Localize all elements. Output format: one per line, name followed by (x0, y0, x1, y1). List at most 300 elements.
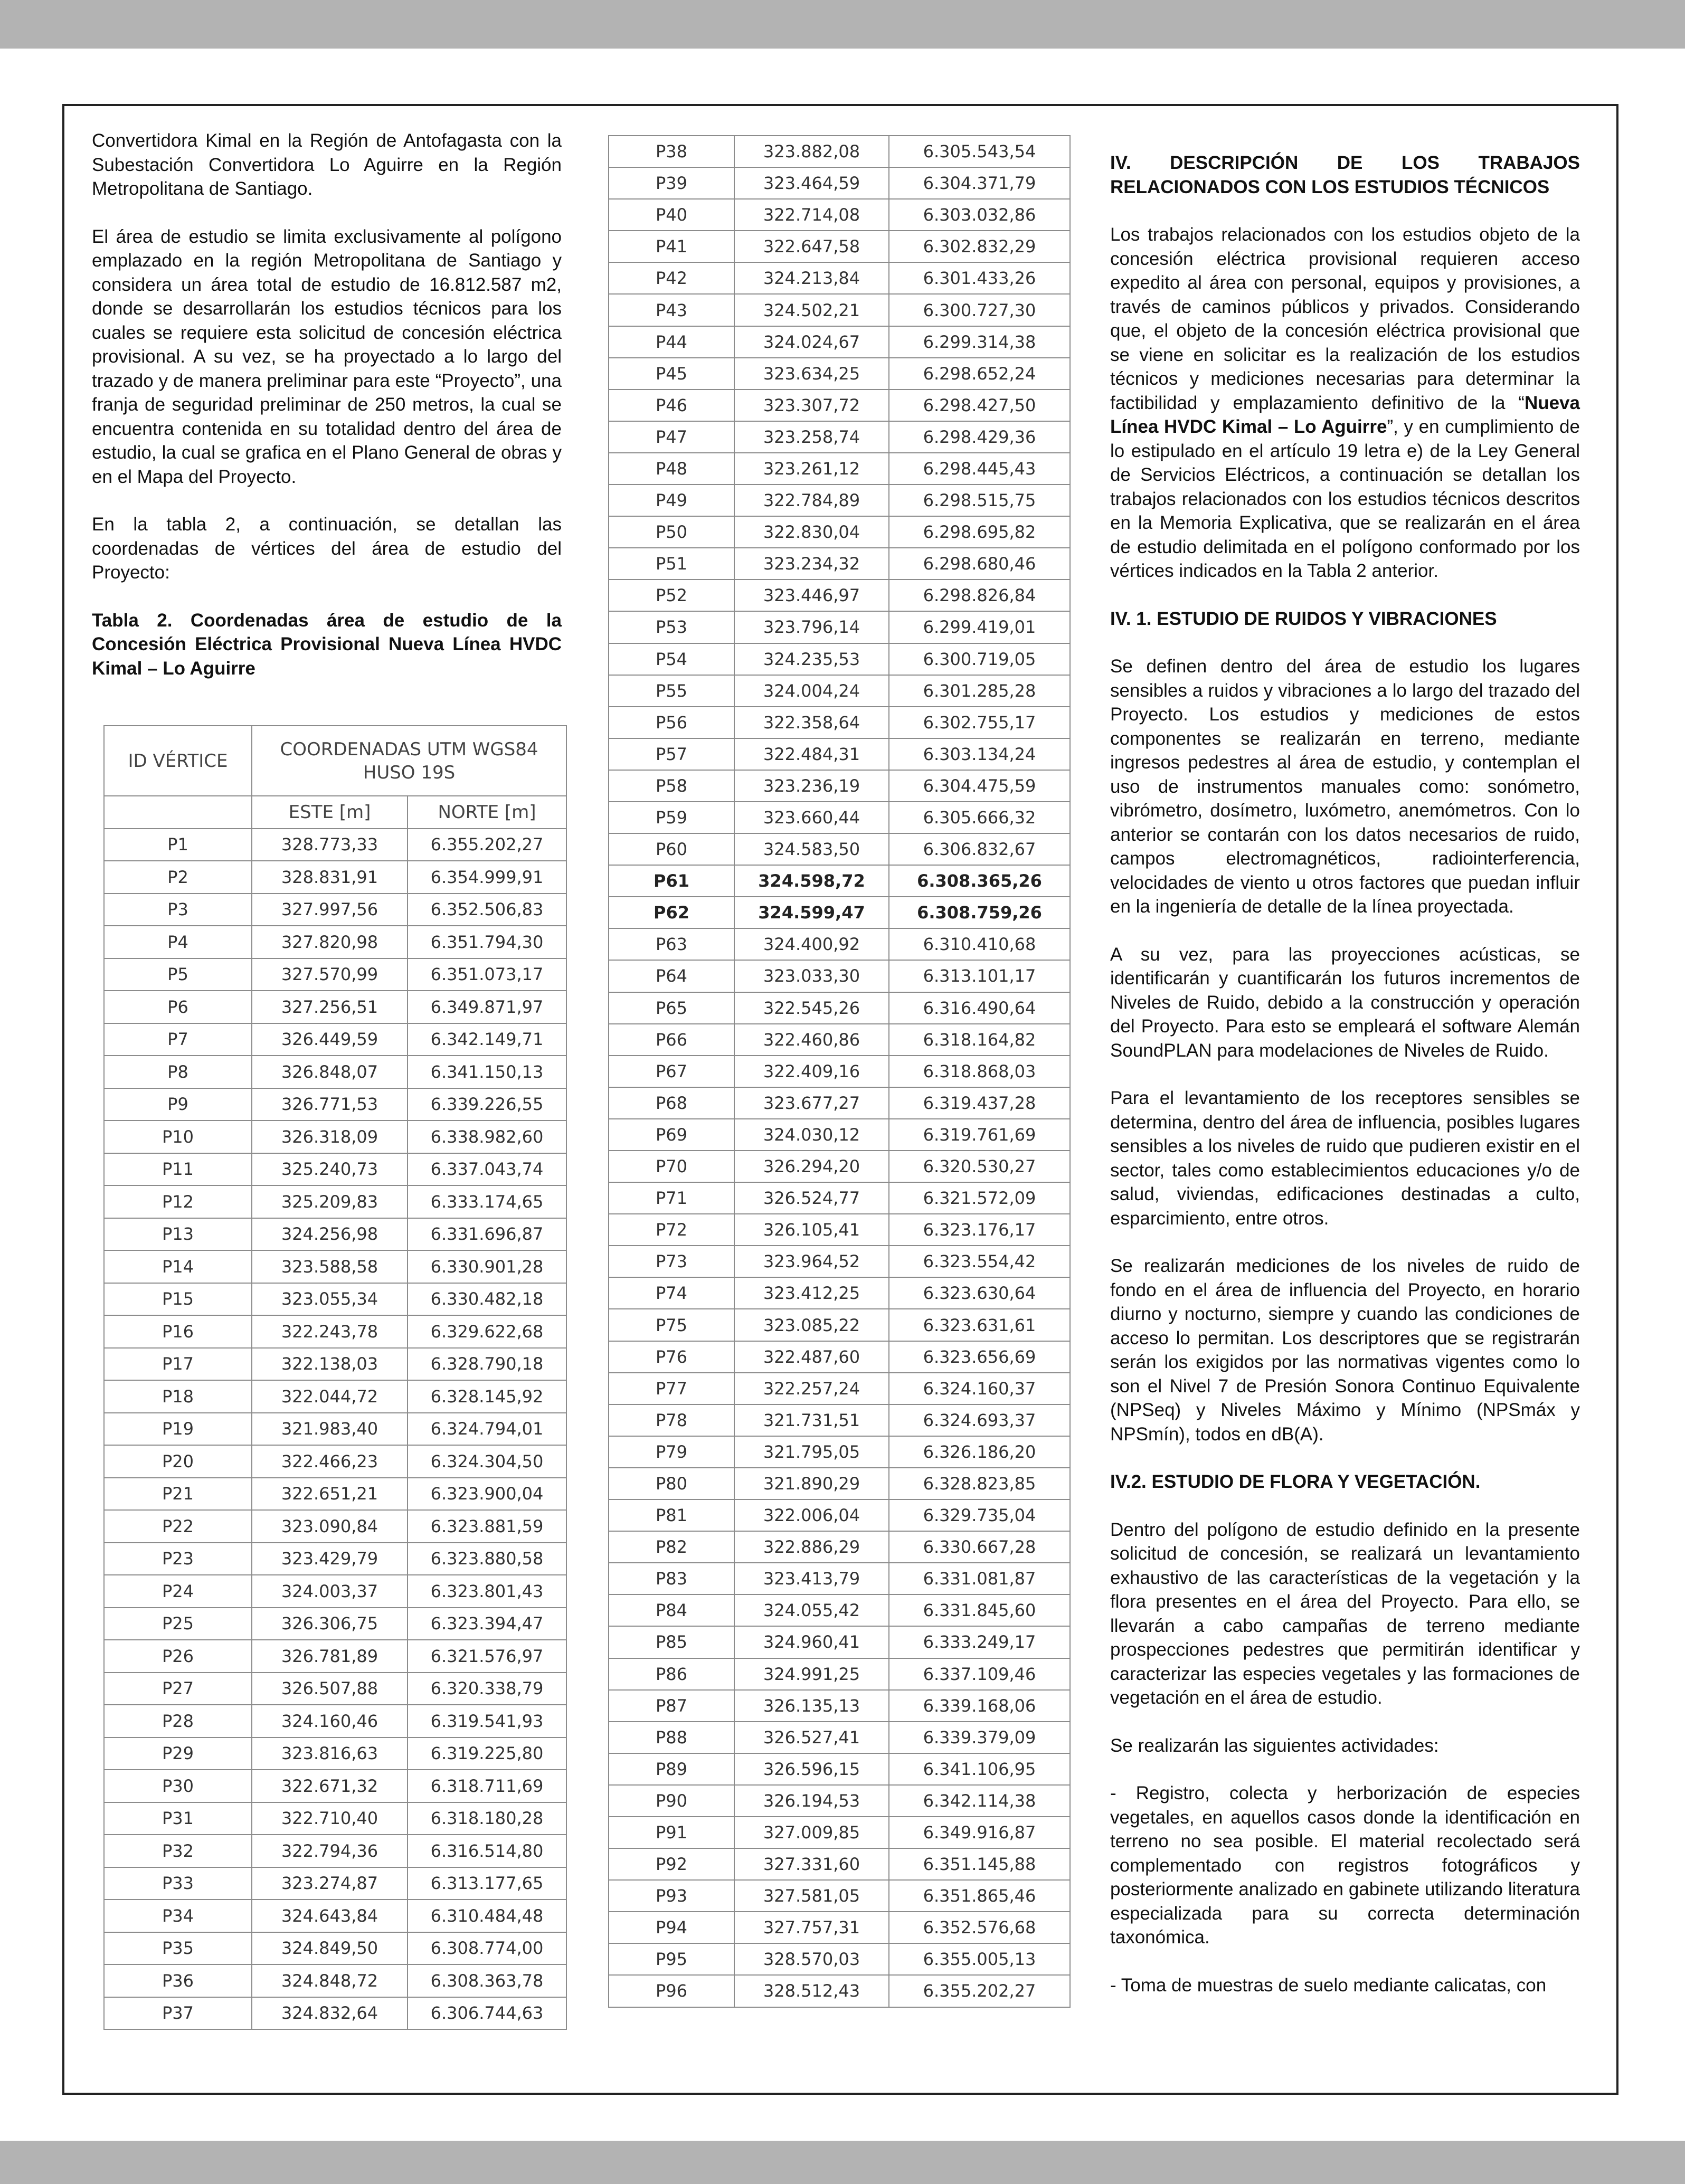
vertex-id-cell: P75 (609, 1309, 734, 1341)
norte-cell: 6.323.801,43 (408, 1575, 566, 1608)
este-cell: 323.796,14 (734, 611, 889, 643)
vertex-id-cell: P4 (104, 926, 252, 958)
table-row (609, 1436, 1070, 1468)
norte-cell: 6.323.176,17 (889, 1214, 1070, 1246)
vertex-id-cell: P37 (104, 1997, 252, 2030)
vertex-id-cell: P3 (104, 894, 252, 926)
este-cell: 326.449,59 (252, 1023, 408, 1056)
norte-cell: 6.301.433,26 (889, 262, 1070, 294)
vertex-id-cell: P5 (104, 958, 252, 991)
intro-paragraph: Convertidora Kimal en la Región de Antofagasta con la Subestación Convertidora Lo Aguirre en la Región Metropolitana de Santiago. (92, 130, 562, 199)
este-cell: 321.795,05 (734, 1436, 889, 1468)
vertex-id-cell: P44 (609, 326, 734, 358)
vertex-id-cell: P64 (609, 960, 734, 992)
este-cell: 323.882,08 (734, 136, 889, 167)
vertex-id-cell: P36 (104, 1964, 252, 1997)
section-iv2-paragraph-4: - Toma de muestras de suelo mediante calicatas, con (1110, 1974, 1547, 1996)
norte-cell: 6.319.437,28 (889, 1087, 1070, 1119)
norte-cell: 6.323.900,04 (408, 1478, 566, 1511)
norte-cell: 6.306.744,63 (408, 1997, 566, 2030)
vertex-id-cell: P29 (104, 1737, 252, 1770)
norte-cell: 6.308.363,78 (408, 1964, 566, 1997)
table-row (104, 1250, 566, 1283)
este-cell: 322.651,21 (252, 1478, 408, 1511)
right-column (1110, 129, 1580, 2021)
este-cell: 326.318,09 (252, 1121, 408, 1153)
table-intro-paragraph: En la tabla 2, a continuación, se detallan las coordenadas de vértices del área de estudio del Proyecto: (92, 514, 562, 583)
table-row (609, 1373, 1070, 1404)
table-row (104, 1218, 566, 1251)
table-row (104, 1445, 566, 1478)
vertex-id-cell: P26 (104, 1640, 252, 1673)
vertex-id-cell: P9 (104, 1088, 252, 1121)
table-row (104, 1997, 566, 2030)
este-cell: 327.256,51 (252, 991, 408, 1023)
section-iv2-heading: IV.2. ESTUDIO DE FLORA Y VEGETACIÓN. (1110, 1471, 1481, 1492)
table-row (609, 611, 1070, 643)
table-row (104, 1932, 566, 1965)
table-row (104, 861, 566, 894)
header-spacer (104, 796, 252, 829)
table-row (609, 1690, 1070, 1722)
norte-cell: 6.320.530,27 (889, 1151, 1070, 1182)
table-row (609, 833, 1070, 865)
este-cell: 322.257,24 (734, 1373, 889, 1404)
vertex-id-cell: P13 (104, 1218, 252, 1251)
este-cell: 326.596,15 (734, 1753, 889, 1785)
vertex-id-cell: P88 (609, 1722, 734, 1753)
este-cell: 326.527,41 (734, 1722, 889, 1753)
este-cell: 323.261,12 (734, 453, 889, 485)
norte-cell: 6.342.149,71 (408, 1023, 566, 1056)
table-row (609, 1722, 1070, 1753)
table-row (104, 1737, 566, 1770)
este-cell: 327.997,56 (252, 894, 408, 926)
vertex-id-cell: P15 (104, 1283, 252, 1316)
table-row (609, 802, 1070, 833)
header-coordinates-group: COORDENADAS UTM WGS84 HUSO 19S (252, 726, 566, 796)
este-cell: 324.643,84 (252, 1900, 408, 1932)
norte-cell: 6.318.868,03 (889, 1056, 1070, 1087)
este-cell: 324.583,50 (734, 833, 889, 865)
vertex-id-cell: P41 (609, 231, 734, 262)
norte-cell: 6.330.901,28 (408, 1250, 566, 1283)
este-cell: 321.983,40 (252, 1413, 408, 1446)
table-row (609, 516, 1070, 548)
table-row (104, 1867, 566, 1900)
este-cell: 324.991,25 (734, 1658, 889, 1690)
norte-cell: 6.341.150,13 (408, 1056, 566, 1088)
vertex-id-cell: P95 (609, 1943, 734, 1975)
norte-cell: 6.349.916,87 (889, 1817, 1070, 1848)
vertex-id-cell: P83 (609, 1563, 734, 1594)
este-cell: 328.512,43 (734, 1975, 889, 2007)
section-iv-paragraph (1110, 223, 1580, 583)
vertex-id-cell: P91 (609, 1817, 734, 1848)
table-row (609, 1341, 1070, 1373)
table-caption: Tabla 2. Coordenadas área de estudio de la Concesión Eléctrica Provisional Nueva Línea HVDC Kimal – Lo Aguirre (92, 610, 562, 679)
vertex-id-cell: P20 (104, 1445, 252, 1478)
table-row (609, 992, 1070, 1024)
este-cell: 323.412,25 (734, 1277, 889, 1309)
norte-cell: 6.351.794,30 (408, 926, 566, 958)
este-cell: 323.085,22 (734, 1309, 889, 1341)
table-row (609, 231, 1070, 262)
vertex-id-cell: P90 (609, 1785, 734, 1817)
este-cell: 322.460,86 (734, 1024, 889, 1056)
vertex-id-cell: P78 (609, 1404, 734, 1436)
study-area-paragraph: El área de estudio se limita exclusivamente al polígono emplazado en la región Metropolitana de Santiago y considera un área total de estudio de 16.812.587 m2, donde se desarrollarán los estudios técnicos para los cuales se requiere esta solicitud de concesión eléctrica provisional. A su vez, se ha proyectado a lo largo del trazado y de manera preliminar para este “Proyecto”, una franja de seguridad preliminar de 250 metros, la cual se encuentra contenida en su totalidad dentro del área de estudio, la cual se grafica en el Plano General de obras y en el Mapa del Proyecto. (92, 226, 562, 487)
norte-cell: 6.298.427,50 (889, 390, 1070, 421)
table-row (609, 1626, 1070, 1658)
este-cell: 324.400,92 (734, 928, 889, 960)
table-row (104, 1673, 566, 1705)
table-row (104, 1640, 566, 1673)
table-row (609, 1468, 1070, 1499)
norte-cell: 6.318.164,82 (889, 1024, 1070, 1056)
top-band (0, 0, 1685, 49)
vertex-id-cell: P58 (609, 770, 734, 802)
vertex-id-cell: P77 (609, 1373, 734, 1404)
table-row (609, 1753, 1070, 1785)
norte-cell: 6.298.429,36 (889, 421, 1070, 453)
norte-cell: 6.298.826,84 (889, 580, 1070, 611)
este-cell: 323.816,63 (252, 1737, 408, 1770)
este-cell: 323.413,79 (734, 1563, 889, 1594)
vertex-id-cell: P11 (104, 1153, 252, 1186)
vertex-id-cell: P72 (609, 1214, 734, 1246)
norte-cell: 6.333.249,17 (889, 1626, 1070, 1658)
table-row (609, 1277, 1070, 1309)
vertex-id-cell: P89 (609, 1753, 734, 1785)
table-row (609, 1214, 1070, 1246)
este-cell: 323.236,19 (734, 770, 889, 802)
norte-cell: 6.349.871,97 (408, 991, 566, 1023)
este-cell: 323.964,52 (734, 1246, 889, 1277)
table-row (609, 1817, 1070, 1848)
norte-cell: 6.352.506,83 (408, 894, 566, 926)
vertex-id-cell: P59 (609, 802, 734, 833)
table-row (609, 1024, 1070, 1056)
este-cell: 325.240,73 (252, 1153, 408, 1186)
este-cell: 326.781,89 (252, 1640, 408, 1673)
norte-cell: 6.354.999,91 (408, 861, 566, 894)
este-cell: 326.771,53 (252, 1088, 408, 1121)
vertex-id-cell: P96 (609, 1975, 734, 2007)
este-cell: 327.581,05 (734, 1880, 889, 1912)
norte-cell: 6.306.832,67 (889, 833, 1070, 865)
norte-cell: 6.298.652,24 (889, 358, 1070, 390)
norte-cell: 6.298.515,75 (889, 485, 1070, 516)
norte-cell: 6.316.490,64 (889, 992, 1070, 1024)
este-cell: 321.731,51 (734, 1404, 889, 1436)
este-cell: 323.588,58 (252, 1250, 408, 1283)
table-row (104, 829, 566, 861)
vertex-id-cell: P53 (609, 611, 734, 643)
vertex-id-cell: P18 (104, 1380, 252, 1413)
table-row (104, 1121, 566, 1153)
table-row (104, 1510, 566, 1543)
norte-cell: 6.351.073,17 (408, 958, 566, 991)
este-cell: 323.307,72 (734, 390, 889, 421)
este-cell: 323.090,84 (252, 1510, 408, 1543)
table-row (104, 1835, 566, 1867)
table-row (104, 1608, 566, 1640)
table-row (609, 580, 1070, 611)
vertex-id-cell: P56 (609, 707, 734, 738)
norte-cell: 6.328.823,85 (889, 1468, 1070, 1499)
este-cell: 322.671,32 (252, 1770, 408, 1802)
norte-cell: 6.342.114,38 (889, 1785, 1070, 1817)
table-row (609, 1531, 1070, 1563)
vertex-id-cell: P52 (609, 580, 734, 611)
table-row (104, 1023, 566, 1056)
norte-cell: 6.331.696,87 (408, 1218, 566, 1251)
vertex-id-cell: P33 (104, 1867, 252, 1900)
este-cell: 328.570,03 (734, 1943, 889, 1975)
vertex-id-cell: P39 (609, 167, 734, 199)
este-cell: 324.024,67 (734, 326, 889, 358)
norte-cell: 6.308.365,26 (889, 865, 1070, 897)
table-row (609, 738, 1070, 770)
table-row (104, 1478, 566, 1511)
norte-cell: 6.339.226,55 (408, 1088, 566, 1121)
vertex-id-cell: P35 (104, 1932, 252, 1965)
este-cell: 327.570,99 (252, 958, 408, 991)
este-cell: 324.004,24 (734, 675, 889, 707)
vertex-id-cell: P28 (104, 1705, 252, 1737)
vertex-id-cell: P31 (104, 1802, 252, 1835)
vertex-id-cell: P71 (609, 1182, 734, 1214)
este-cell: 322.466,23 (252, 1445, 408, 1478)
este-cell: 322.006,04 (734, 1499, 889, 1531)
table-row (609, 1056, 1070, 1087)
norte-cell: 6.318.711,69 (408, 1770, 566, 1802)
table-row (609, 643, 1070, 675)
vertex-id-cell: P73 (609, 1246, 734, 1277)
este-cell: 326.507,88 (252, 1673, 408, 1705)
table-row (609, 1309, 1070, 1341)
vertex-id-cell: P65 (609, 992, 734, 1024)
norte-cell: 6.355.202,27 (408, 829, 566, 861)
norte-cell: 6.300.727,30 (889, 294, 1070, 326)
este-cell: 326.306,75 (252, 1608, 408, 1640)
este-cell: 324.849,50 (252, 1932, 408, 1965)
table-row (609, 1880, 1070, 1912)
este-cell: 324.213,84 (734, 262, 889, 294)
vertex-id-cell: P93 (609, 1880, 734, 1912)
table-row (609, 1658, 1070, 1690)
vertex-id-cell: P12 (104, 1185, 252, 1218)
norte-cell: 6.299.419,01 (889, 611, 1070, 643)
norte-cell: 6.310.484,48 (408, 1900, 566, 1932)
table-row (609, 167, 1070, 199)
este-cell: 322.487,60 (734, 1341, 889, 1373)
norte-cell: 6.352.576,68 (889, 1912, 1070, 1943)
este-cell: 324.003,37 (252, 1575, 408, 1608)
norte-cell: 6.319.541,93 (408, 1705, 566, 1737)
norte-cell: 6.337.043,74 (408, 1153, 566, 1186)
este-cell: 324.960,41 (734, 1626, 889, 1658)
norte-cell: 6.298.445,43 (889, 453, 1070, 485)
norte-cell: 6.321.576,97 (408, 1640, 566, 1673)
vertex-id-cell: P22 (104, 1510, 252, 1543)
este-cell: 324.256,98 (252, 1218, 408, 1251)
table-row (609, 390, 1070, 421)
vertex-id-cell: P66 (609, 1024, 734, 1056)
norte-cell: 6.308.759,26 (889, 897, 1070, 928)
table-row (609, 453, 1070, 485)
norte-cell: 6.298.695,82 (889, 516, 1070, 548)
norte-cell: 6.323.394,47 (408, 1608, 566, 1640)
este-cell: 323.274,87 (252, 1867, 408, 1900)
este-cell: 324.502,21 (734, 294, 889, 326)
coordinates-table-part-2 (608, 135, 1071, 2008)
table-row (609, 1785, 1070, 1817)
norte-cell: 6.300.719,05 (889, 643, 1070, 675)
vertex-id-cell: P70 (609, 1151, 734, 1182)
section-iv-text-b: ”, y en cumplimiento de lo estipulado en el artículo 19 letra e) de la Ley General de Servicios Eléctricos, a continuación se detallan los trabajos relacionados con los estudios técnicos descritos en la Memoria Explicativa, que se realizarán en el área de estudio delimitada en el polígono conformado por los vértices indicados en la Tabla 2 anterior. (1110, 416, 1580, 581)
table-row (609, 770, 1070, 802)
vertex-id-cell: P57 (609, 738, 734, 770)
table-row (104, 1770, 566, 1802)
norte-cell: 6.304.371,79 (889, 167, 1070, 199)
este-cell: 326.194,53 (734, 1785, 889, 1817)
norte-cell: 6.316.514,80 (408, 1835, 566, 1867)
table-row (609, 262, 1070, 294)
table-row (609, 1151, 1070, 1182)
section-iv2-paragraph-1: Dentro del polígono de estudio definido en la presente solicitud de concesión, se realizará un levantamiento exhaustivo de las características de la vegetación y la flora presentes en el área del Proyecto. Para ello, se llevarán a cabo campañas de terreno mediante prospecciones pedestres que permitirán identificar y caracterizar las especies vegetales y las formaciones de vegetación en el área de estudio. (1110, 1519, 1580, 1708)
header-norte: NORTE [m] (408, 796, 566, 829)
norte-cell: 6.318.180,28 (408, 1802, 566, 1835)
vertex-id-cell: P82 (609, 1531, 734, 1563)
vertex-id-cell: P54 (609, 643, 734, 675)
section-iv1-heading: IV. 1. ESTUDIO DE RUIDOS Y VIBRACIONES (1110, 608, 1497, 629)
table-row (104, 1315, 566, 1348)
vertex-id-cell: P32 (104, 1835, 252, 1867)
norte-cell: 6.305.666,32 (889, 802, 1070, 833)
este-cell: 323.634,25 (734, 358, 889, 390)
norte-cell: 6.351.145,88 (889, 1848, 1070, 1880)
table-row (104, 1348, 566, 1381)
norte-cell: 6.323.630,64 (889, 1277, 1070, 1309)
vertex-id-cell: P50 (609, 516, 734, 548)
este-cell: 322.484,31 (734, 738, 889, 770)
vertex-id-cell: P81 (609, 1499, 734, 1531)
este-cell: 322.409,16 (734, 1056, 889, 1087)
este-cell: 322.358,64 (734, 707, 889, 738)
norte-cell: 6.313.177,65 (408, 1867, 566, 1900)
norte-cell: 6.323.631,61 (889, 1309, 1070, 1341)
norte-cell: 6.328.790,18 (408, 1348, 566, 1381)
norte-cell: 6.298.680,46 (889, 548, 1070, 580)
este-cell: 322.714,08 (734, 199, 889, 231)
vertex-id-cell: P63 (609, 928, 734, 960)
table-row (609, 1848, 1070, 1880)
left-column (92, 129, 562, 704)
table-row (609, 421, 1070, 453)
norte-cell: 6.323.881,59 (408, 1510, 566, 1543)
vertex-id-cell: P62 (609, 897, 734, 928)
este-cell: 323.033,30 (734, 960, 889, 992)
table-row (609, 865, 1070, 897)
este-cell: 324.599,47 (734, 897, 889, 928)
section-iv1-paragraph-2: A su vez, para las proyecciones acústicas, se identificarán y cuantificarán los futuros incrementos de Niveles de Ruido, debido a la construcción y operación del Proyecto. Para esto se empleará el software Alemán SoundPLAN para modelaciones de Niveles de Ruido. (1110, 944, 1580, 1061)
table-row (609, 1563, 1070, 1594)
este-cell: 323.234,32 (734, 548, 889, 580)
table-row (104, 1575, 566, 1608)
norte-cell: 6.331.081,87 (889, 1563, 1070, 1594)
este-cell: 326.848,07 (252, 1056, 408, 1088)
este-cell: 327.820,98 (252, 926, 408, 958)
table-row (609, 1119, 1070, 1151)
este-cell: 323.446,97 (734, 580, 889, 611)
vertex-id-cell: P55 (609, 675, 734, 707)
este-cell: 324.598,72 (734, 865, 889, 897)
vertex-id-cell: P74 (609, 1277, 734, 1309)
norte-cell: 6.321.572,09 (889, 1182, 1070, 1214)
table-row (609, 1594, 1070, 1626)
vertex-id-cell: P23 (104, 1543, 252, 1575)
vertex-id-cell: P76 (609, 1341, 734, 1373)
section-iv1-paragraph-3: Para el levantamiento de los receptores sensibles se determina, dentro del área de influencia, posibles lugares sensibles a los niveles de ruido que pudieren existir en el sector, tales como establecimientos educaciones y/o de salud, viviendas, edificaciones destinadas a culto, esparcimiento, entre otros. (1110, 1088, 1580, 1229)
table-row (104, 1964, 566, 1997)
norte-cell: 6.324.160,37 (889, 1373, 1070, 1404)
norte-cell: 6.351.865,46 (889, 1880, 1070, 1912)
vertex-id-cell: P38 (609, 136, 734, 167)
este-cell: 328.831,91 (252, 861, 408, 894)
table-row (609, 294, 1070, 326)
norte-cell: 6.337.109,46 (889, 1658, 1070, 1690)
norte-cell: 6.323.656,69 (889, 1341, 1070, 1373)
este-cell: 323.429,79 (252, 1543, 408, 1575)
table-row (104, 1802, 566, 1835)
table-row (609, 960, 1070, 992)
este-cell: 323.660,44 (734, 802, 889, 833)
vertex-id-cell: P43 (609, 294, 734, 326)
este-cell: 326.524,77 (734, 1182, 889, 1214)
vertex-id-cell: P79 (609, 1436, 734, 1468)
vertex-id-cell: P87 (609, 1690, 734, 1722)
vertex-id-cell: P67 (609, 1056, 734, 1087)
norte-cell: 6.330.482,18 (408, 1283, 566, 1316)
table-row (609, 1404, 1070, 1436)
vertex-id-cell: P7 (104, 1023, 252, 1056)
norte-cell: 6.319.761,69 (889, 1119, 1070, 1151)
vertex-id-cell: P51 (609, 548, 734, 580)
table-row (609, 1943, 1070, 1975)
norte-cell: 6.324.794,01 (408, 1413, 566, 1446)
este-cell: 322.784,89 (734, 485, 889, 516)
norte-cell: 6.331.845,60 (889, 1594, 1070, 1626)
table-row (609, 675, 1070, 707)
norte-cell: 6.303.134,24 (889, 738, 1070, 770)
vertex-id-cell: P1 (104, 829, 252, 861)
table-row (104, 1380, 566, 1413)
vertex-id-cell: P47 (609, 421, 734, 453)
este-cell: 322.886,29 (734, 1531, 889, 1563)
norte-cell: 6.355.202,27 (889, 1975, 1070, 2007)
table-row (104, 958, 566, 991)
section-iv1-paragraph-4: Se realizarán mediciones de los niveles de ruido de fondo en el área de influencia del Proyecto, en horario diurno y nocturno, siempre y cuando las condiciones de acceso lo permitan. Los descriptores que se registrarán serán los exigidos por las normativas vigentes como lo son el Nivel 7 de Presión Sonora Continuo Equivalente (NPSeq) y Niveles Máximo y Mínimo (NPSmáx y NPSmín), todos en dB(A). (1110, 1256, 1580, 1445)
vertex-id-cell: P27 (104, 1673, 252, 1705)
vertex-id-cell: P46 (609, 390, 734, 421)
table-row (609, 136, 1070, 167)
norte-cell: 6.333.174,65 (408, 1185, 566, 1218)
este-cell: 326.294,20 (734, 1151, 889, 1182)
vertex-id-cell: P42 (609, 262, 734, 294)
vertex-id-cell: P21 (104, 1478, 252, 1511)
